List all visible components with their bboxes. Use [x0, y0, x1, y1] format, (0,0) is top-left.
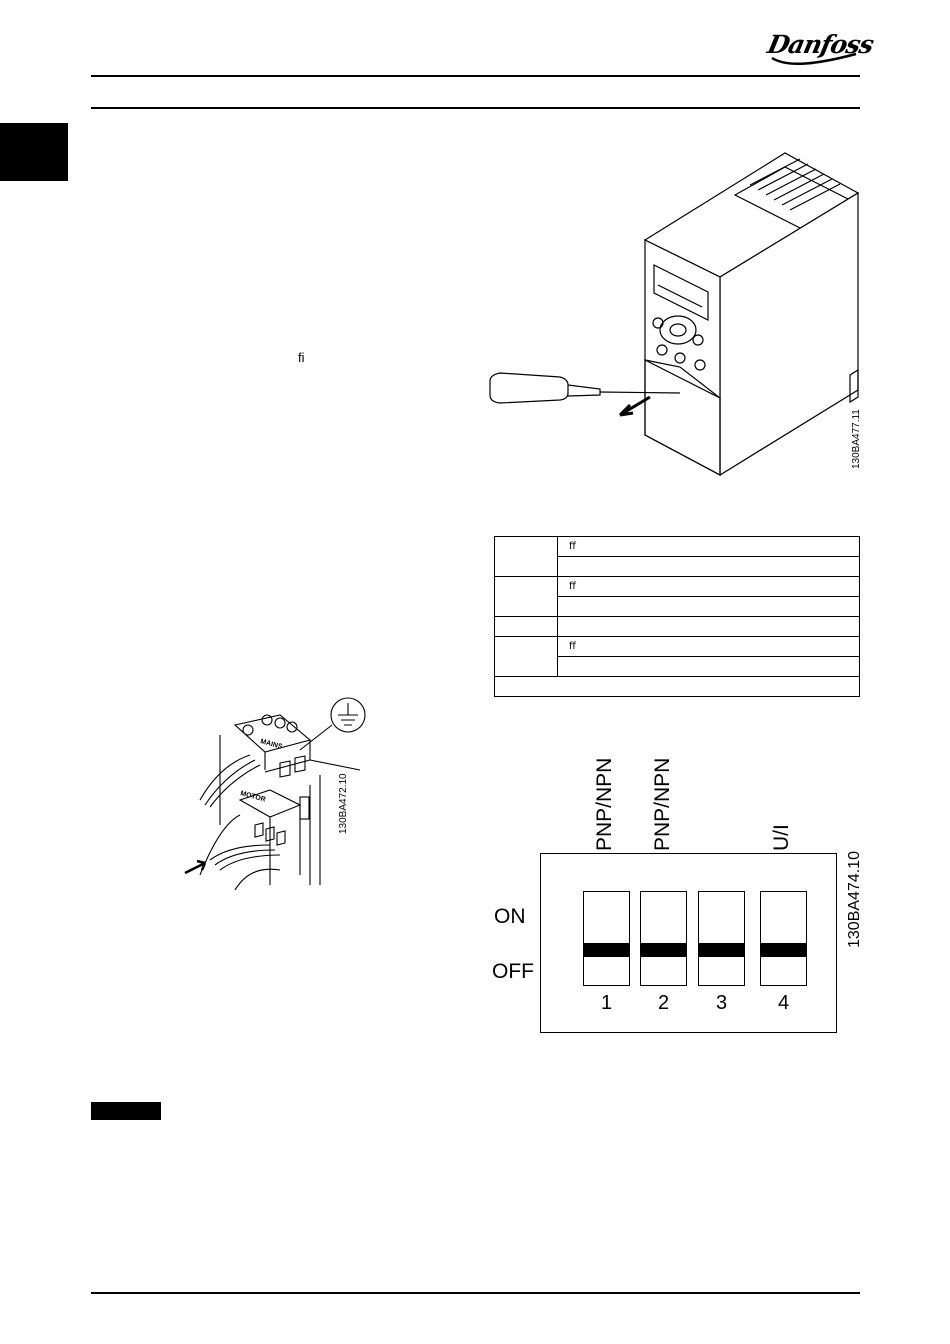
table-key-cell [495, 577, 558, 617]
dip-switch-slider [641, 943, 686, 957]
dip-number-4: 4 [777, 992, 790, 1014]
dip-off-label: OFF [492, 960, 534, 983]
table-cell [495, 677, 860, 697]
table-cell: ﬀ [558, 637, 860, 657]
table-row [495, 677, 860, 697]
table-row [495, 577, 860, 597]
table-row [495, 617, 860, 637]
header-rule-top [91, 75, 860, 77]
table-cell [558, 657, 860, 677]
table-cell: ﬀ [558, 537, 860, 557]
dip-switch-slider [699, 943, 744, 957]
table-row [495, 537, 860, 557]
table-cell: ﬀ [558, 577, 860, 597]
dip-label-2: PNP/NPN [651, 757, 674, 851]
table-cell [558, 557, 860, 577]
figure-code-wiring: 130BA472.10 [338, 773, 349, 834]
dip-on-label: ON [494, 905, 526, 928]
motor-label: MOTOR [239, 790, 267, 804]
logo-swash [768, 52, 860, 68]
dip-label-4: U/I [770, 824, 793, 851]
cover-removal-illustration [480, 145, 860, 485]
table-key-cell [495, 617, 558, 637]
mains-label: MAINS [259, 738, 284, 751]
dip-switch-3 [698, 891, 745, 986]
chapter-tab [0, 123, 68, 181]
table-cell [558, 617, 860, 637]
header-rule-bottom [91, 107, 860, 109]
figure-code-cover: 130BA477.11 [851, 409, 862, 469]
dip-number-1: 1 [600, 992, 613, 1014]
dip-label-1: PNP/NPN [593, 757, 616, 851]
wiring-illustration [180, 695, 380, 895]
danfoss-logo [764, 28, 876, 70]
table-key-cell [495, 637, 558, 677]
figure-code-dip: 130BA474.10 [846, 851, 863, 948]
dip-number-2: 2 [657, 992, 670, 1014]
body-text-fragment: ﬁ [298, 350, 305, 365]
legend-table [494, 536, 860, 697]
table-key-cell [495, 537, 558, 577]
note-badge [91, 1102, 161, 1120]
dip-switch-4 [760, 891, 807, 986]
logo-text: Danfoss [764, 30, 876, 59]
footer-rule [91, 1292, 860, 1294]
table-row [495, 637, 860, 657]
dip-switch-slider [584, 943, 629, 957]
dip-switch-slider [761, 943, 806, 957]
dip-switch-2 [640, 891, 687, 986]
table-cell [558, 597, 860, 617]
dip-number-3: 3 [715, 992, 728, 1014]
dip-switch-1 [583, 891, 630, 986]
